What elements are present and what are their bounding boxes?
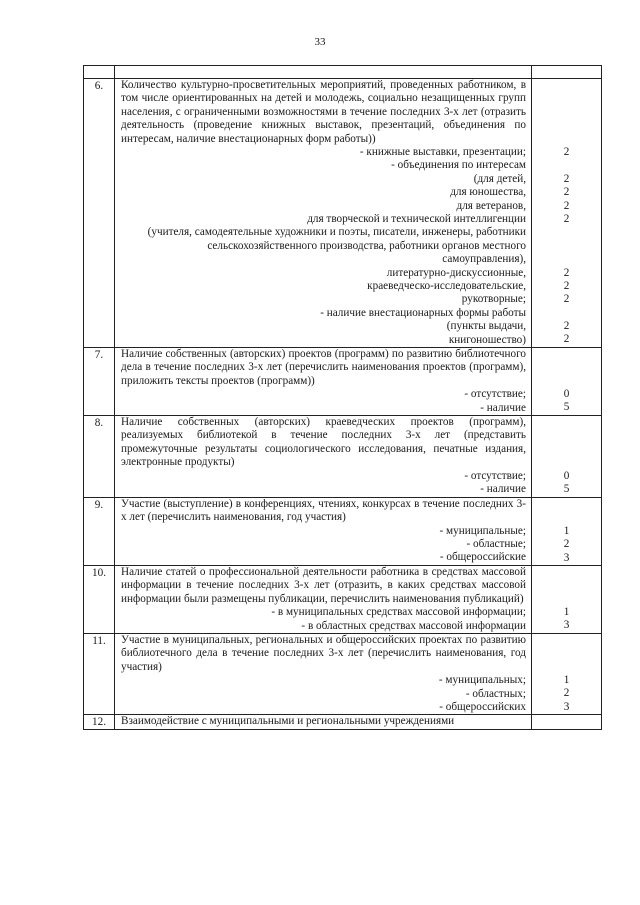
option-score: 2 [563, 146, 570, 158]
option-score: 3 [563, 551, 570, 564]
criterion-number: 12. [84, 715, 115, 729]
score-spacer [532, 498, 601, 525]
criterion-option: книгоношество) [448, 333, 526, 346]
criterion-score-cell [532, 497, 602, 565]
criterion-text-cell [115, 347, 532, 415]
option-score: 2 [563, 199, 570, 212]
criterion-text-cell [115, 79, 532, 348]
option-score: 1 [563, 524, 570, 537]
criterion-number: 6. [84, 79, 115, 348]
score-spacer [532, 566, 601, 606]
option-score: 3 [563, 619, 570, 632]
criterion-number: 7. [84, 347, 115, 415]
criterion-score-cell [532, 633, 602, 714]
option-score: 1 [563, 605, 570, 618]
header-cell-score [532, 66, 602, 79]
option-score: 5 [563, 401, 570, 414]
option-score: 0 [563, 387, 570, 400]
option-score: 2 [563, 172, 570, 185]
criterion-text-cell [115, 415, 532, 497]
option-score: 5 [563, 483, 570, 496]
criterion-option: - наличие [480, 401, 526, 414]
score-spacer [532, 715, 601, 728]
table-row [84, 497, 602, 565]
option-score: 2 [563, 538, 570, 551]
criterion-option: рукотворные; [461, 293, 526, 306]
criterion-number: 8. [84, 415, 115, 497]
criterion-number: 9. [84, 497, 115, 565]
criterion-option: - в муниципальных средствах массовой информации; [271, 606, 526, 619]
option-score [532, 159, 601, 172]
option-score: 2 [563, 186, 570, 199]
criterion-score-cell [532, 565, 602, 633]
criterion-option: краеведческо-исследовательские, [367, 279, 526, 292]
criterion-option: - муниципальных; [438, 674, 526, 687]
criterion-score-cell [532, 415, 602, 497]
criterion-option: для творческой и технической интеллигенции [307, 212, 526, 225]
option-score: 2 [563, 333, 570, 346]
criterion-option: (пункты выдачи, [446, 320, 526, 333]
table-row [84, 633, 602, 714]
criterion-score-cell [532, 79, 602, 348]
criterion-option: - книжные выставки, презентации; [359, 146, 526, 159]
criteria-table [83, 65, 602, 730]
criterion-number: 11. [84, 633, 115, 714]
criterion-option: - областных; [465, 687, 526, 700]
option-score [532, 226, 601, 266]
criterion-description: Количество культурно-просветительных мероприятий, проведенных работником, в том числе ориентированных на детей и молодежь, социально незащищенных групп населения, с ограниченными возможностями в течение последних 3-х лет (отразить деятельность (проведение книжных выставок, презентаций, объединения по интересам, наличие внестационарных форм работы)) [121, 79, 526, 145]
criterion-text-cell [115, 565, 532, 633]
option-score [532, 307, 601, 320]
score-spacer [532, 634, 601, 674]
table-row [84, 715, 602, 729]
criterion-option: (учителя, самодеятельные художники и поэты, писатели, инженеры, работники сельскохозяйственного производства, работники органов местного самоуправления), [147, 226, 526, 266]
criterion-option: - отсутствие; [464, 388, 526, 401]
criterion-option: для ветеранов, [456, 199, 526, 212]
option-score: 2 [563, 279, 570, 292]
criterion-score-cell [532, 715, 602, 729]
criterion-text-cell [115, 715, 532, 729]
option-score: 3 [563, 700, 570, 713]
option-score: 0 [563, 469, 570, 482]
criterion-description: Наличие собственных (авторских) краеведческих проектов (программ), реализуемых библиотекой в течение последних 3-х лет (представить промежуточные результаты социологического исследования, печатные издания, электронные продукты) [121, 415, 526, 469]
criterion-option: - областные; [466, 537, 526, 550]
table-row [84, 415, 602, 497]
criterion-option: литературно-дискуссионные, [386, 266, 526, 279]
table-row [84, 79, 602, 348]
score-spacer [532, 79, 601, 146]
criterion-description: Наличие статей о профессиональной деятельности работника в средствах массовой информации в течение последних 3-х лет (отразить, в каких средствах массовой информации были размещены публикации, перечислить наименования публикаций) [121, 565, 526, 605]
header-cell-num [84, 66, 115, 79]
option-score: 2 [563, 687, 570, 700]
criterion-text-cell [115, 497, 532, 565]
table-header-row [84, 66, 602, 79]
criterion-option: - общероссийских [439, 700, 526, 713]
score-spacer [532, 416, 601, 470]
header-cell-text [115, 66, 532, 79]
option-score: 1 [563, 673, 570, 686]
criterion-number: 10. [84, 565, 115, 633]
option-score: 2 [563, 320, 570, 333]
page-number: 33 [314, 36, 326, 48]
criterion-option: - наличие [480, 482, 526, 495]
table-row [84, 347, 602, 415]
criterion-text-cell [115, 633, 532, 714]
score-spacer [532, 348, 601, 388]
criterion-score-cell [532, 347, 602, 415]
table-row [84, 565, 602, 633]
criterion-option: (для детей, [473, 172, 526, 185]
criterion-option: - объединения по интересам [391, 159, 526, 172]
option-score: 2 [563, 212, 570, 225]
criterion-option: для юношества, [450, 186, 526, 199]
criterion-option: - наличие внестационарных формы работы [320, 306, 526, 319]
option-score: 2 [563, 293, 570, 306]
criterion-description: Взаимодействие с муниципальными и региональными учреждениями [121, 715, 455, 728]
criterion-option: - отсутствие; [464, 469, 526, 482]
criterion-description: Участие в муниципальных, региональных и общероссийских проектах по развитию библиотечного дела в течение последних 3-х лет (перечислить наименования, год участия) [121, 633, 526, 673]
criterion-option: - муниципальные; [439, 524, 526, 537]
option-score: 2 [563, 266, 570, 279]
criterion-description: Участие (выступление) в конференциях, чтениях, конкурсах в течение последних 3-х лет (перечислить наименования, год участия) [121, 497, 526, 524]
criterion-option: - общероссийские [439, 551, 526, 564]
criterion-option: - в областных средствах массовой информации [301, 619, 526, 632]
criterion-description: Наличие собственных (авторских) проектов (программ) по развитию библиотечного дела в течение последних 3-х лет (перечислить наименования проектов (программ), приложить тексты проектов (программ)) [121, 347, 526, 387]
